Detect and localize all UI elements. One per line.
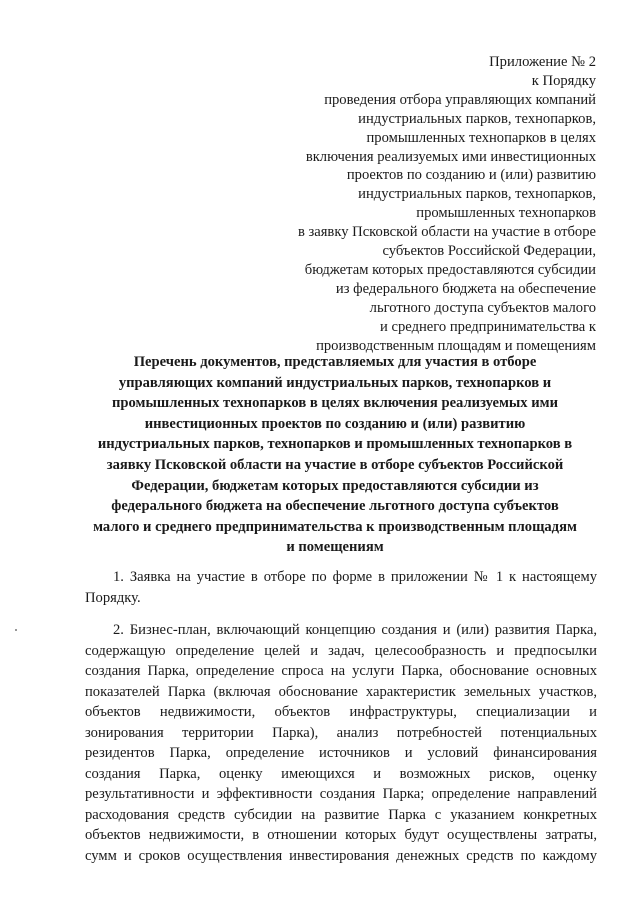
title-line: малого и среднего предпринимательства к производственным площадям — [93, 518, 577, 535]
paragraph-line: зонирования территории Парка), анализ потребностей потенциальных — [85, 724, 597, 741]
paragraph-line: сумм и сроков осуществления инвестирования денежных средств по каждому — [85, 847, 597, 864]
title-line: инвестиционных проектов по созданию и (или) развитию — [144, 415, 526, 432]
appendix-line: льготного доступа субъектов малого — [369, 299, 596, 316]
title-line: федерального бюджета на обеспечение льготного доступа субъектов — [111, 498, 559, 515]
title-line: Перечень документов, представляемых для участия в отборе — [133, 354, 537, 370]
appendix-line: субъектов Российской Федерации, — [382, 243, 596, 260]
title-line: Федерации, бюджетам которых предоставляются субсидии из — [131, 477, 539, 494]
appendix-line: в заявку Псковской области на участие в отборе — [297, 224, 596, 241]
paragraph-line: содержащую определение целей и задач, целесообразность и предпосылки — [85, 642, 597, 659]
scan-speck — [15, 629, 17, 631]
title-line: промышленных технопарков в целях включения реализуемых ими — [112, 395, 558, 412]
paragraph-line: результативности и эффективности создания Парка; определение направлений — [85, 786, 597, 802]
appendix-line: индустриальных парков, технопарков, — [358, 110, 596, 127]
title-line: заявку Псковской области на участие в отборе субъектов Российской — [106, 456, 564, 473]
paragraph-line: создания Парка, определение спроса на услуги Парка, обоснование основных — [85, 663, 597, 679]
paragraph-line: объектов недвижимости, объектов инфраструктуры, специализации и — [85, 704, 597, 720]
paragraph-line: Порядку. — [85, 589, 141, 606]
appendix-line: индустриальных парков, технопарков, — [358, 186, 596, 203]
paragraph-1 — [85, 567, 597, 608]
paragraph-line: резидентов Парка, определение источников и условий финансирования — [85, 745, 597, 761]
title-line: и помещениям — [286, 539, 384, 556]
appendix-note — [240, 53, 596, 356]
paragraph-line: показателей Парка (включая обоснование характеристик земельных участков, — [85, 683, 597, 700]
title-line: индустриальных парков, технопарков и промышленных технопарков в — [97, 436, 573, 453]
appendix-line: промышленных технопарков в целях — [366, 129, 596, 146]
appendix-line: из федерального бюджета на обеспечение — [335, 280, 596, 297]
appendix-line: производственным площадям и помещениям — [316, 337, 596, 354]
appendix-line: и среднего предпринимательства к — [380, 318, 596, 335]
paragraph-line: объектов недвижимости, в отношении которых будут осуществлены затраты, — [85, 827, 597, 843]
appendix-line: промышленных технопарков — [416, 205, 596, 222]
appendix-line: Приложение № 2 — [489, 54, 596, 70]
title-line: управляющих компаний индустриальных парков, технопарков и — [118, 374, 552, 391]
appendix-line: проведения отбора управляющих компаний — [324, 91, 596, 108]
paragraph-line: создания Парка, оценку имеющихся и возможных рисков, оценку — [85, 765, 597, 782]
appendix-line: проектов по созданию и (или) развитию — [346, 167, 596, 184]
paragraph-line: расходования средств субсидии на развитие Парка с указанием конкретных — [85, 806, 597, 823]
appendix-line: включения реализуемых ими инвестиционных — [305, 148, 596, 165]
paragraph-line: 1. Заявка на участие в отборе по форме в приложении № 1 к настоящему — [113, 569, 597, 585]
paragraph-line: 2. Бизнес-план, включающий концепцию создания и (или) развития Парка, — [113, 622, 597, 638]
appendix-line: к Порядку — [531, 72, 596, 89]
appendix-line: бюджетам которых предоставляются субсидии — [304, 261, 596, 278]
document-title — [70, 352, 600, 558]
paragraph-2 — [85, 620, 597, 866]
